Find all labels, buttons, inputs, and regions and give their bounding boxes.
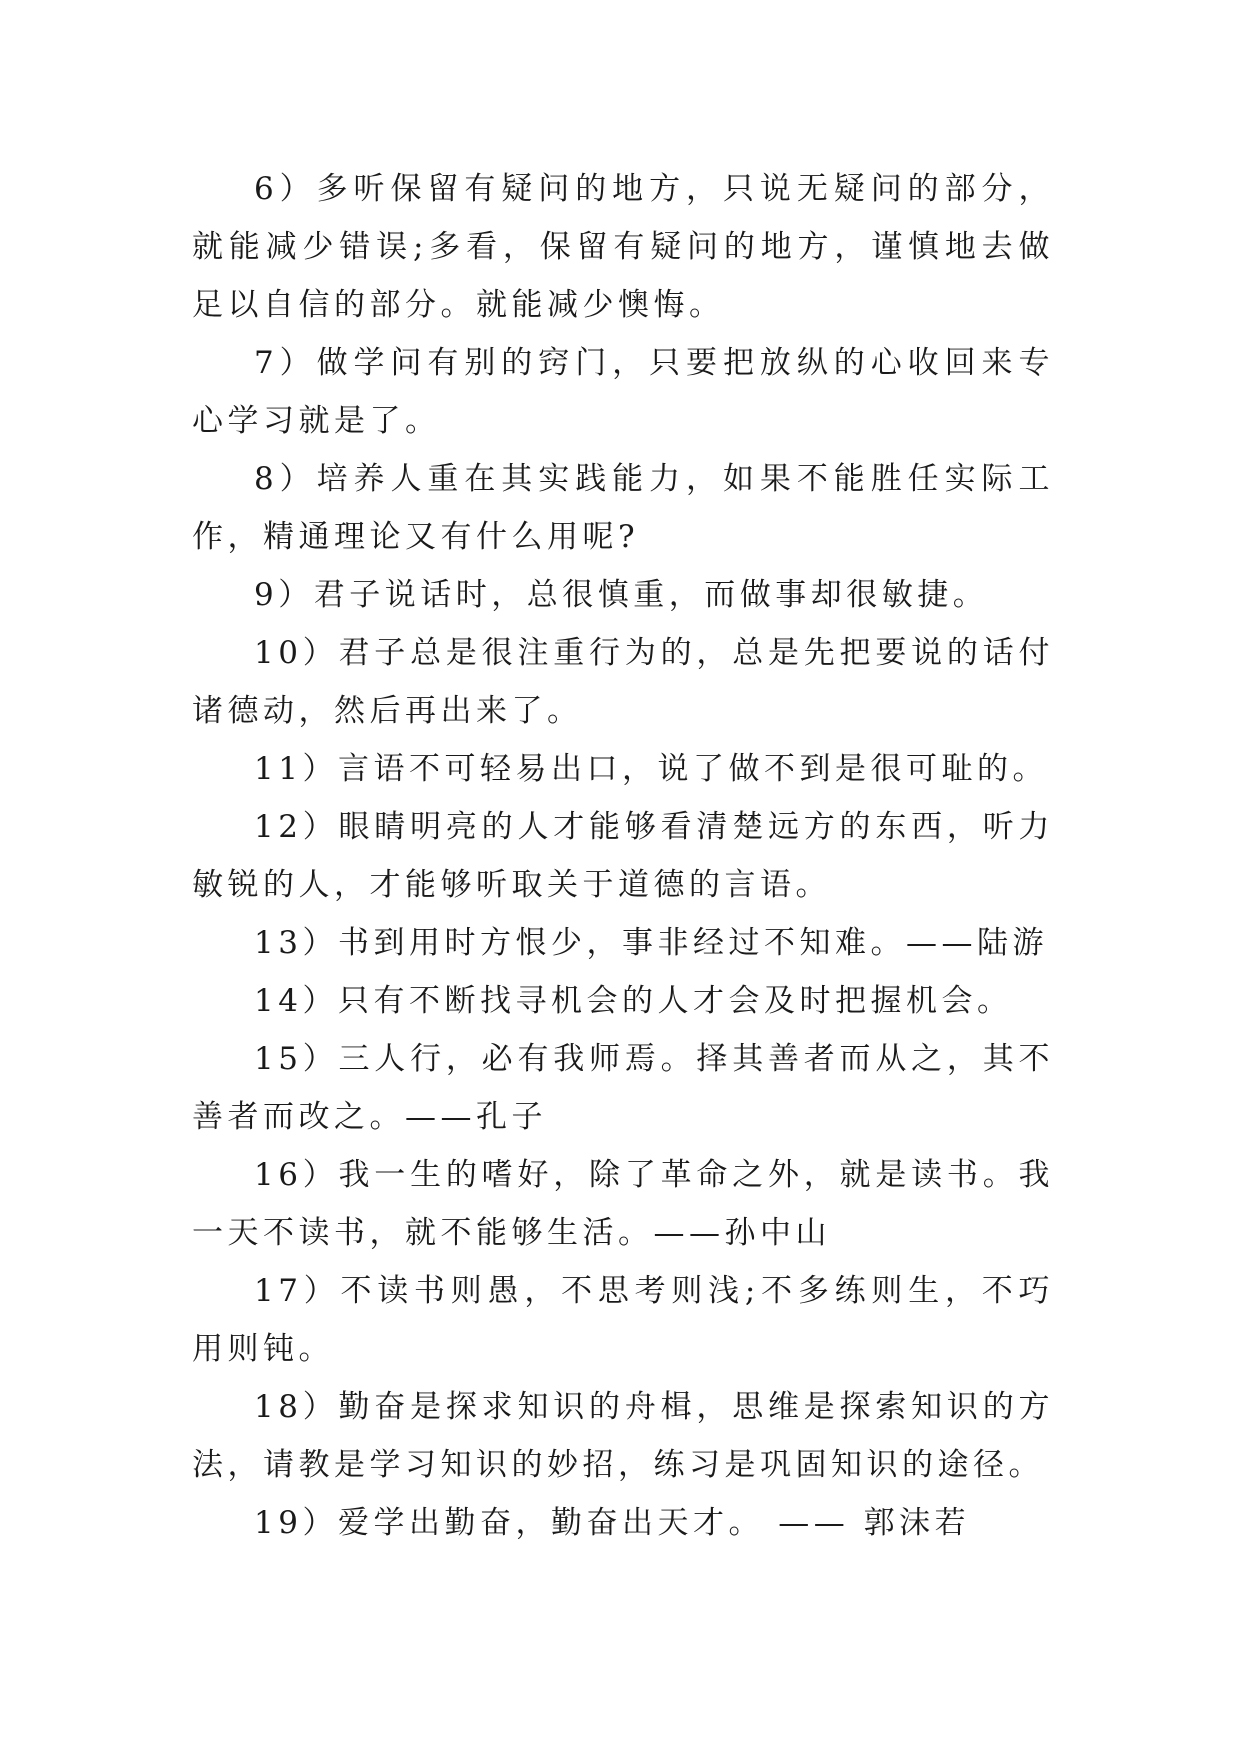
paragraph-19: 19）爱学出勤奋，勤奋出天才。 —— 郭沫若 <box>254 1505 971 1541</box>
paragraph-10: 10）君子总是很注重行为的，总是先把要说的话付诸德动，然后再出来了。 <box>192 635 1054 729</box>
paragraph-9: 9）君子说话时，总很慎重，而做事却很敏捷。 <box>254 577 989 613</box>
paragraph-11: 11）言语不可轻易出口，说了做不到是很可耻的。 <box>254 751 1048 787</box>
paragraph-14: 14）只有不断找寻机会的人才会及时把握机会。 <box>254 983 1013 1019</box>
paragraph-12: 12）眼睛明亮的人才能够看清楚远方的东西，听力敏锐的人，才能够听取关于道德的言语。 <box>192 809 1054 903</box>
document-body <box>192 160 1054 1552</box>
paragraph-6: 6）多听保留有疑问的地方，只说无疑问的部分，就能减少错误;多看，保留有疑问的地方，谨慎地去做足以自信的部分。就能减少懊悔。 <box>192 171 1054 323</box>
paragraph-7: 7）做学问有别的窍门，只要把放纵的心收回来专心学习就是了。 <box>192 345 1054 439</box>
paragraph-13: 13）书到用时方恨少，事非经过不知难。——陆游 <box>254 925 1048 961</box>
paragraph-15: 15）三人行，必有我师焉。择其善者而从之，其不善者而改之。——孔子 <box>192 1041 1054 1135</box>
paragraph-17: 17）不读书则愚，不思考则浅;不多练则生，不巧用则钝。 <box>192 1273 1054 1367</box>
paragraph-16: 16）我一生的嗜好，除了革命之外，就是读书。我一天不读书，就不能够生活。——孙中山 <box>192 1157 1054 1251</box>
paragraph-8: 8）培养人重在其实践能力，如果不能胜任实际工作，精通理论又有什么用呢? <box>192 461 1054 555</box>
paragraph-18: 18）勤奋是探求知识的舟楫，思维是探索知识的方法，请教是学习知识的妙招，练习是巩固知识的途径。 <box>192 1389 1054 1483</box>
